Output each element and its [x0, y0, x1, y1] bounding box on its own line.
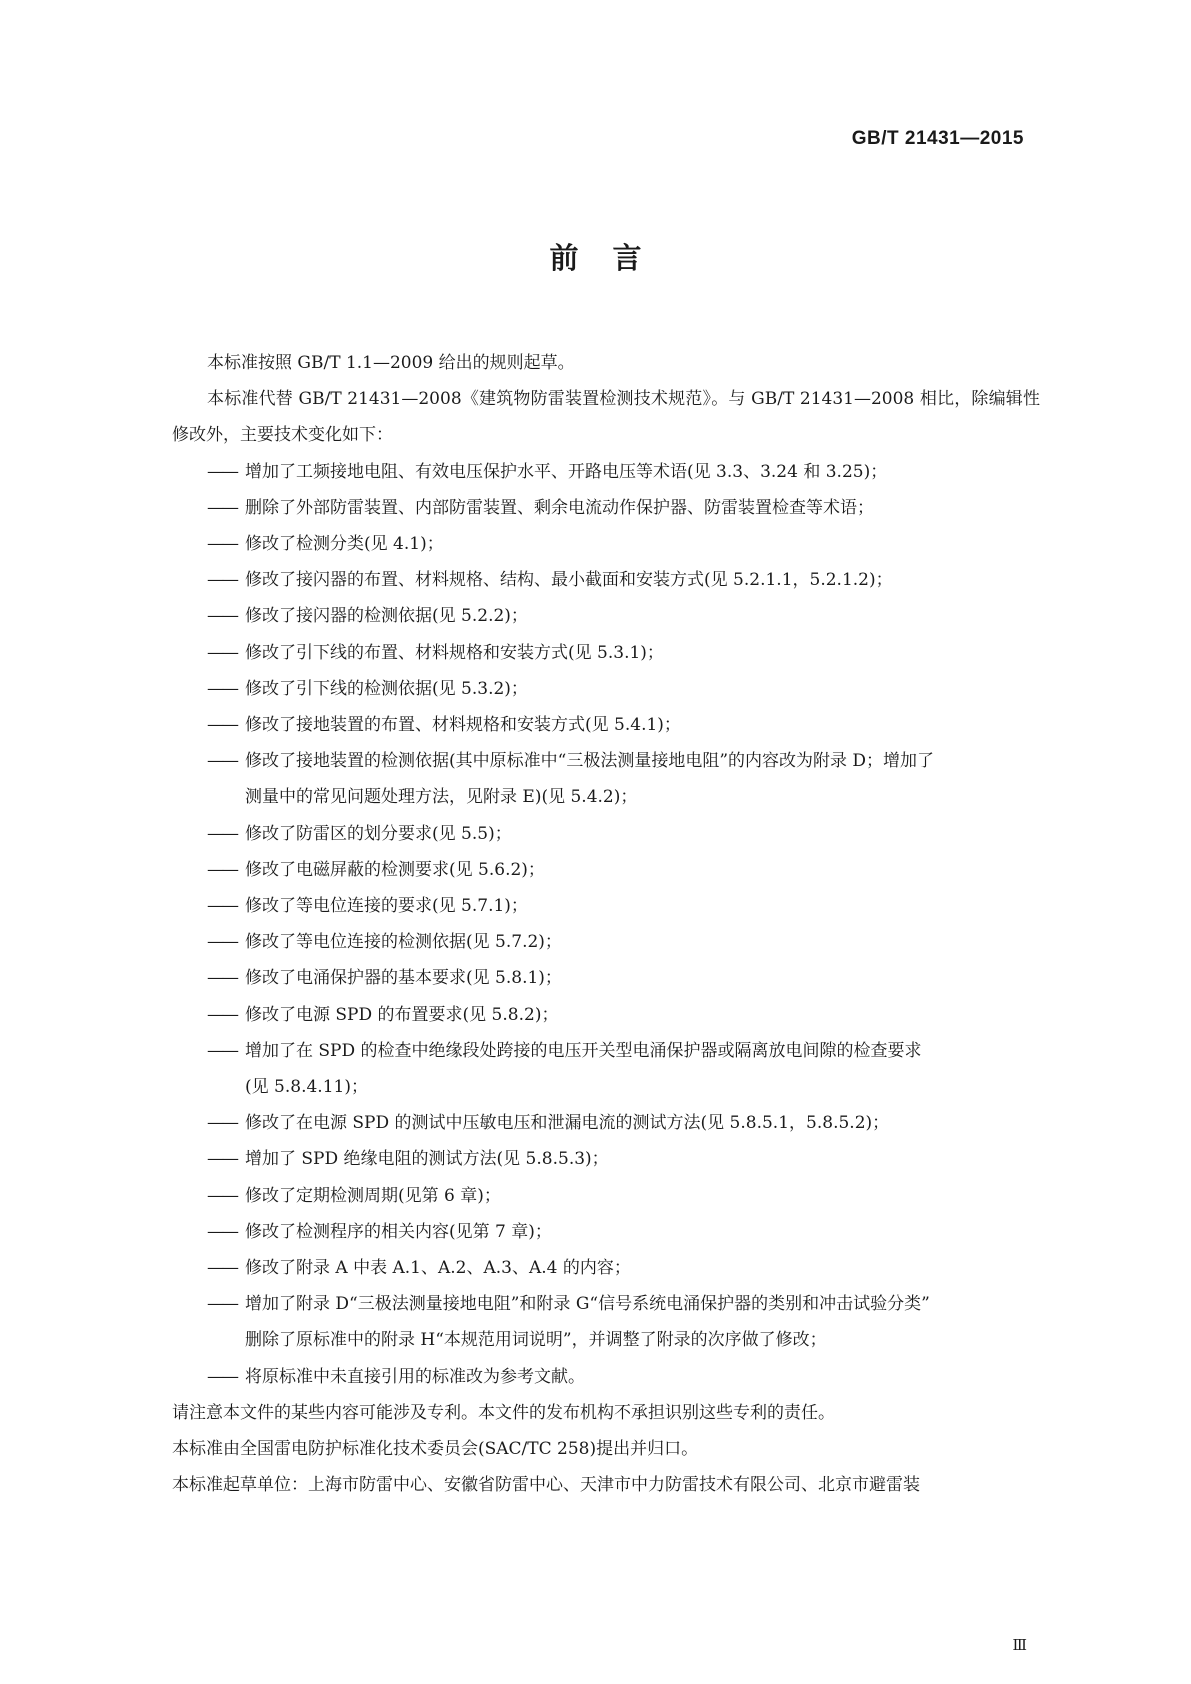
- list-item: [172, 1250, 1040, 1286]
- outro-paragraph: 本标准起草单位：上海市防雷中心、安徽省防雷中心、天津市中力防雷技术有限公司、北京市避雷装: [172, 1475, 920, 1496]
- dash-marker: ——: [207, 896, 237, 917]
- dash-marker: ——: [207, 968, 237, 989]
- list-item-line: [207, 1359, 1040, 1395]
- list-item-text: 修改了等电位连接的检测依据(见 5.7.2)；: [245, 932, 562, 953]
- list-item-line: [207, 526, 1040, 562]
- dash-marker: ——: [207, 1294, 237, 1315]
- dash-marker: ——: [207, 606, 237, 627]
- dash-marker: ——: [207, 497, 237, 518]
- list-item-line: [207, 562, 1040, 598]
- list-item-text: 修改了定期检测周期(见第 6 章)；: [245, 1185, 501, 1206]
- dash-marker: ——: [207, 823, 237, 844]
- dash-marker: ——: [207, 1113, 237, 1134]
- list-item: [172, 1178, 1040, 1214]
- list-item-text: 修改了引下线的布置、材料规格和安装方式(见 5.3.1)；: [245, 642, 664, 663]
- list-item-text: 增加了工频接地电阻、有效电压保护水平、开路电压等术语(见 3.3、3.24 和 3.25)；: [245, 461, 888, 482]
- list-item: [172, 635, 1040, 671]
- list-item: [172, 671, 1040, 707]
- list-item: [172, 1286, 1040, 1358]
- list-item-line: [207, 598, 1040, 634]
- list-item: [172, 562, 1040, 598]
- list-item-text: 增加了附录 D“三极法测量接地电阻”和附录 G“信号系统电涌保护器的类别和冲击试验分类”: [245, 1294, 930, 1315]
- list-item: [172, 960, 1040, 996]
- intro-paragraph: 本标准代替 GB/T 21431—2008《建筑物防雷装置检测技术规范》。与 GB/T 21431—2008 相比，除编辑性修改外，主要技术变化如下：: [172, 389, 1040, 446]
- list-item-text: 将原标准中未直接引用的标准改为参考文献。: [245, 1366, 585, 1387]
- list-item-line: [207, 1141, 1040, 1177]
- list-item-line: [207, 997, 1040, 1033]
- dash-marker: ——: [207, 678, 237, 699]
- list-item-line: [207, 888, 1040, 924]
- dash-marker: ——: [207, 932, 237, 953]
- list-item-text: 修改了在电源 SPD 的测试中压敏电压和泄漏电流的测试方法(见 5.8.5.1，5.8.5.2)；: [245, 1113, 890, 1134]
- list-item: [172, 1214, 1040, 1250]
- list-item: [172, 852, 1040, 888]
- list-item-line: [207, 454, 1040, 490]
- list-item: [172, 743, 1040, 815]
- list-item-text: 修改了接闪器的布置、材料规格、结构、最小截面和安装方式(见 5.2.1.1，5.2.1.2)；: [245, 570, 893, 591]
- list-item-line: [207, 707, 1040, 743]
- list-item-line: [207, 1105, 1040, 1141]
- list-item: [172, 598, 1040, 634]
- list-item-text: 修改了接地装置的检测依据(其中原标准中“三极法测量接地电阻”的内容改为附录 D；增加了: [245, 751, 935, 772]
- list-item-line: [207, 1286, 1040, 1322]
- dash-marker: ——: [207, 461, 237, 482]
- list-item: [172, 1105, 1040, 1141]
- dash-marker: ——: [207, 1185, 237, 1206]
- list-item: [172, 490, 1040, 526]
- intro-paragraph: 本标准按照 GB/T 1.1—2009 给出的规则起草。: [207, 353, 575, 373]
- dash-marker: ——: [207, 859, 237, 880]
- list-item-text: 增加了在 SPD 的检查中绝缘段处跨接的电压开关型电涌保护器或隔离放电间隙的检查要求: [245, 1040, 922, 1061]
- list-item-text: 修改了接地装置的布置、材料规格和安装方式(见 5.4.1)；: [245, 715, 681, 736]
- list-item: [172, 526, 1040, 562]
- list-item: [172, 816, 1040, 852]
- page-number: Ⅲ: [1012, 1636, 1027, 1654]
- list-item-line: [207, 960, 1040, 996]
- list-item: [172, 924, 1040, 960]
- list-item-continuation: (见 5.8.4.11)；: [245, 1077, 368, 1098]
- list-item-text: 修改了电磁屏蔽的检测要求(见 5.6.2)；: [245, 859, 545, 880]
- list-item-line: [207, 743, 1040, 779]
- list-item-text: 修改了防雷区的划分要求(见 5.5)；: [245, 823, 512, 844]
- list-item-line: [207, 1033, 1040, 1069]
- dash-marker: ——: [207, 751, 237, 772]
- dash-marker: ——: [207, 1149, 237, 1170]
- list-item-line: [207, 1250, 1040, 1286]
- outro-paragraph: 本标准由全国雷电防护标准化技术委员会(SAC/TC 258)提出并归口。: [172, 1439, 699, 1460]
- list-item: [172, 997, 1040, 1033]
- changes-list: [172, 454, 1040, 1395]
- dash-marker: ——: [207, 1221, 237, 1242]
- list-item-text: 删除了外部防雷装置、内部防雷装置、剩余电流动作保护器、防雷装置检查等术语；: [245, 497, 874, 518]
- list-item: [172, 1141, 1040, 1177]
- list-item-line: [207, 1214, 1040, 1250]
- list-item-text: 修改了附录 A 中表 A.1、A.2、A.3、A.4 的内容；: [245, 1258, 631, 1279]
- list-item: [172, 707, 1040, 743]
- list-item-text: 修改了接闪器的检测依据(见 5.2.2)；: [245, 606, 528, 627]
- list-item-text: 修改了等电位连接的要求(见 5.7.1)；: [245, 896, 528, 917]
- list-item-text: 修改了引下线的检测依据(见 5.3.2)；: [245, 678, 528, 699]
- dash-marker: ——: [207, 715, 237, 736]
- list-item-line: [207, 490, 1040, 526]
- list-item-text: 修改了检测程序的相关内容(见第 7 章)；: [245, 1221, 552, 1242]
- list-item: [172, 454, 1040, 490]
- page-title: 前言: [549, 241, 676, 275]
- standard-number: GB/T 21431—2015: [851, 128, 1024, 149]
- list-item-line: [207, 1178, 1040, 1214]
- dash-marker: ——: [207, 534, 237, 555]
- dash-marker: ——: [207, 570, 237, 591]
- list-item-line: [207, 671, 1040, 707]
- list-item: [172, 1359, 1040, 1395]
- outro-paragraph: 请注意本文件的某些内容可能涉及专利。本文件的发布机构不承担识别这些专利的责任。: [172, 1402, 835, 1423]
- list-item-continuation: 测量中的常见问题处理方法，见附录 E)(见 5.4.2)；: [245, 787, 638, 808]
- list-item-text: 修改了电涌保护器的基本要求(见 5.8.1)；: [245, 968, 562, 989]
- list-item-line: [207, 924, 1040, 960]
- dash-marker: ——: [207, 642, 237, 663]
- list-item-text: 修改了检测分类(见 4.1)；: [245, 534, 444, 555]
- list-item-line: [207, 635, 1040, 671]
- list-item: [172, 1033, 1040, 1105]
- list-item: [172, 888, 1040, 924]
- dash-marker: ——: [207, 1040, 237, 1061]
- document-body: [172, 345, 1040, 1504]
- list-item-continuation: 删除了原标准中的附录 H“本规范用词说明”，并调整了附录的次序做了修改；: [245, 1330, 827, 1351]
- list-item-line: [207, 852, 1040, 888]
- list-item-text: 增加了 SPD 绝缘电阻的测试方法(见 5.8.5.3)；: [245, 1149, 609, 1170]
- list-item-line: [207, 816, 1040, 852]
- list-item-text: 修改了电源 SPD 的布置要求(见 5.8.2)；: [245, 1004, 559, 1025]
- dash-marker: ——: [207, 1366, 237, 1387]
- dash-marker: ——: [207, 1004, 237, 1025]
- dash-marker: ——: [207, 1258, 237, 1279]
